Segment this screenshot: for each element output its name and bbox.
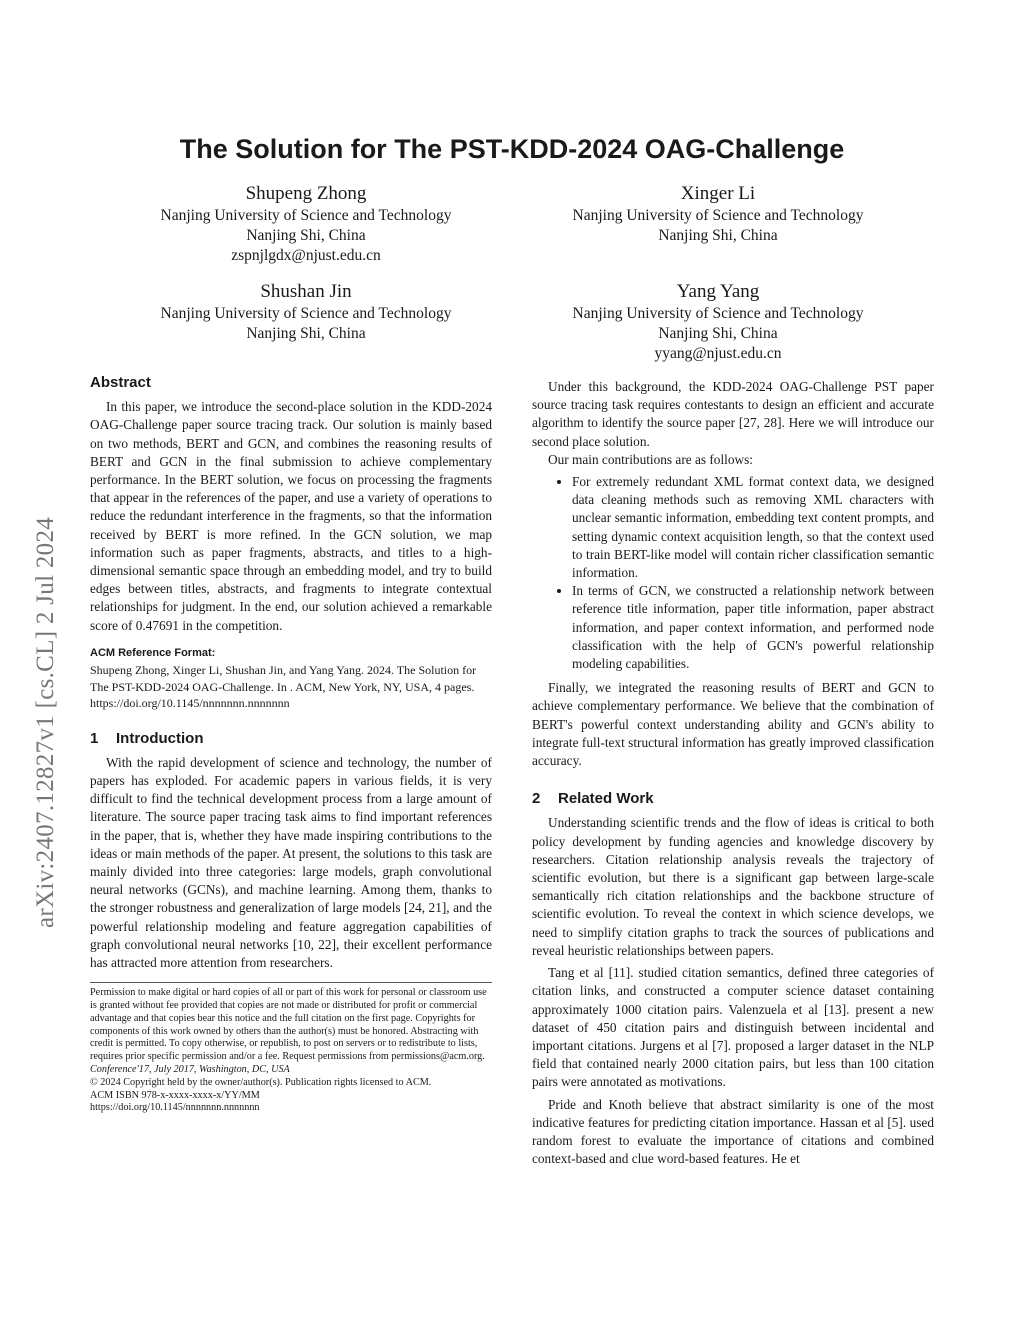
acm-reference-heading: ACM Reference Format: bbox=[90, 646, 216, 659]
background-paragraph: Under this background, the KDD-2024 OAG-Challenge PST paper source tracing task requires contestants to design an efficient and accurate algorithm to identify the source paper [27, 28]. Here we will introduce our second place solution. bbox=[532, 379, 934, 449]
footnote-divider bbox=[90, 982, 492, 983]
introduction-heading bbox=[90, 730, 492, 748]
related-work-paragraph: Pride and Knoth believe that abstract similarity is one of the most indicative features for predicting citation importance. Hassan et al [5]. used random forest to evaluate the importance of citations and combined context-based and clue word-based features. He et bbox=[532, 1096, 934, 1167]
author-affiliation: Nanjing University of Science and Technology bbox=[160, 207, 452, 224]
related-work-heading bbox=[532, 790, 934, 808]
author-name: Shushan Jin bbox=[260, 281, 352, 302]
doi-link[interactable]: https://doi.org/10.1145/nnnnnnn.nnnnnnn bbox=[90, 1102, 260, 1114]
author-affiliation: Nanjing University of Science and Technology bbox=[572, 207, 864, 224]
author-location: Nanjing Shi, China bbox=[246, 227, 366, 244]
author-affiliation: Nanjing University of Science and Technology bbox=[572, 305, 864, 322]
list-item: • In terms of GCN, we constructed a relationship network between reference title information, paper title information, paper abstract information, and paper context information, and performed node classification with the help of GCN's powerful relationship modeling capabilities. bbox=[572, 582, 934, 673]
acm-reference-text: Shupeng Zhong, Xinger Li, Shushan Jin, and Yang Yang. 2024. The Solution for The PST-KDD-2024 OAG-Challenge. In . ACM, New York, NY, USA, 4 pages. https://doi.org/10.1145/nnnnnnn.nnnnnnn bbox=[90, 663, 477, 711]
author-name: Shupeng Zhong bbox=[245, 183, 367, 204]
paper-title: The Solution for The PST-KDD-2024 OAG-Challenge bbox=[179, 134, 845, 164]
contributions-intro: Our main contributions are as follows: bbox=[548, 451, 753, 467]
author-location: Nanjing Shi, China bbox=[658, 227, 778, 244]
abstract-heading: Abstract bbox=[90, 374, 151, 391]
section-number: 1 bbox=[90, 729, 99, 747]
author-email: yyang@njust.edu.cn bbox=[654, 345, 782, 362]
section-number: 2 bbox=[532, 790, 541, 808]
left-column bbox=[90, 374, 492, 1115]
conclusion-paragraph: Finally, we integrated the reasoning results of BERT and GCN to achieve complementary performance. We believe that the combination of BERT's powerful context understanding ability and GCN's ability to integrate full-text structural information has greatly improved classification accuracy. bbox=[532, 680, 934, 769]
author-email: zspnjlgdx@njust.edu.cn bbox=[231, 247, 381, 264]
author-name: Yang Yang bbox=[676, 281, 760, 302]
arxiv-identifier: arXiv:2407.12827v1 [cs.CL] 2 Jul 2024 bbox=[32, 516, 59, 928]
author-block bbox=[508, 280, 928, 364]
author-location: Nanjing Shi, China bbox=[658, 325, 778, 342]
copyright-notice: © 2024 Copyright held by the owner/author(s). Publication rights licensed to ACM. bbox=[90, 1076, 432, 1088]
author-location: Nanjing Shi, China bbox=[246, 325, 366, 342]
author-block bbox=[508, 182, 928, 246]
permission-notice: Permission to make digital or hard copies of all or part of this work for personal or classroom use is granted without fee provided that copies are not made or distributed for profit or commercial advantage and that copies bear this notice and the full citation on the first page. Copyrights for components of this work owned by others than the author(s) must be honored. Abstracting with credit is permitted. To copy otherwise, or republish, to post on servers or to redistribute to lists, requires prior specific permission and/or a fee. Request permissions from permissions@acm.org. bbox=[90, 987, 487, 1063]
author-block bbox=[96, 280, 516, 344]
isbn: ACM ISBN 978-x-xxxx-xxxx-x/YY/MM bbox=[90, 1089, 260, 1101]
section-title: Introduction bbox=[116, 729, 204, 747]
conference-info: Conference'17, July 2017, Washington, DC, USA bbox=[90, 1063, 290, 1075]
contributions-list bbox=[532, 473, 934, 673]
author-block bbox=[96, 182, 516, 266]
introduction-text: With the rapid development of science and technology, the number of papers has exploded. For academic papers in various fields, it is very difficult to find the technical development process from a large amount of literature. The source paper tracing task aims to find important references in the paper, that is, whether they have made inspiring contributions to the ideas or main methods of the paper. At present, the solutions to this task are mainly divided into three categories: large models, graph convolutional neural networks (GCNs), and machine learning. Among them, thanks to the stronger robustness and generalization of large models [24, 21], and the powerful relationship modeling and feature aggregation capabilities of graph convolutional neural networks [10, 22], their excellent performance has attracted more attention from researchers. bbox=[90, 754, 492, 970]
related-work-paragraph: Understanding scientific trends and the flow of ideas is critical to both policy development by funding agencies and knowledge discovery by researchers. Citation relationship analysis reveals the trajectory of scientific evolution, but there is a significant gap between large-scale semantically rich citation relationships and the backbone structure of scientific evolution. To reveal the context in which science develops, we need to simplify citation graphs to track the sources of publications and reveal heuristic relationships between papers. bbox=[532, 815, 934, 958]
list-item: • For extremely redundant XML format context data, we designed data cleaning methods such as removing XML characters with unclear semantic information, embedding text content prompts, and setting dynamic context acquisition length, so that the context used to train BERT-like model will contain richer classification semantic information. bbox=[572, 473, 934, 582]
author-affiliation: Nanjing University of Science and Technology bbox=[160, 305, 452, 322]
section-title: Related Work bbox=[558, 790, 654, 808]
author-name: Xinger Li bbox=[680, 183, 756, 204]
right-column bbox=[532, 378, 934, 1168]
related-work-paragraph: Tang et al [11]. studied citation semantics, defined three categories of citation links, and constructed a computer science dataset containing approximately 1000 citation pairs. Valenzuela et al [13]. present a new dataset of 450 citation pairs and distinguish between incidental and important citations. Jurgens et al [7]. proposed a larger dataset in the NLP field that contained nearly 2000 citation pairs, but less than 100 citation pairs were annotated as motivations. bbox=[532, 965, 934, 1090]
abstract-text: In this paper, we introduce the second-place solution in the KDD-2024 OAG-Challenge paper source tracing track. Our solution is mainly based on two methods, BERT and GCN, and combines the reasoning results of BERT and GCN in the final submission to achieve complementary performance. In the BERT solution, we focus on processing the fragments that appear in the references of the paper, and use a variety of operations to reduce the redundant interference in the fragments, so that the information received by BERT is more refined. In the GCN solution, we map information such as paper fragments, abstracts, and titles to a high-dimensional semantic space through an embedding model, and try to build edges between titles, abstracts, and fragments to integrate contextual relationships for judgment. In the end, our solution achieved a remarkable score of 0.47691 in the competition. bbox=[90, 399, 492, 633]
